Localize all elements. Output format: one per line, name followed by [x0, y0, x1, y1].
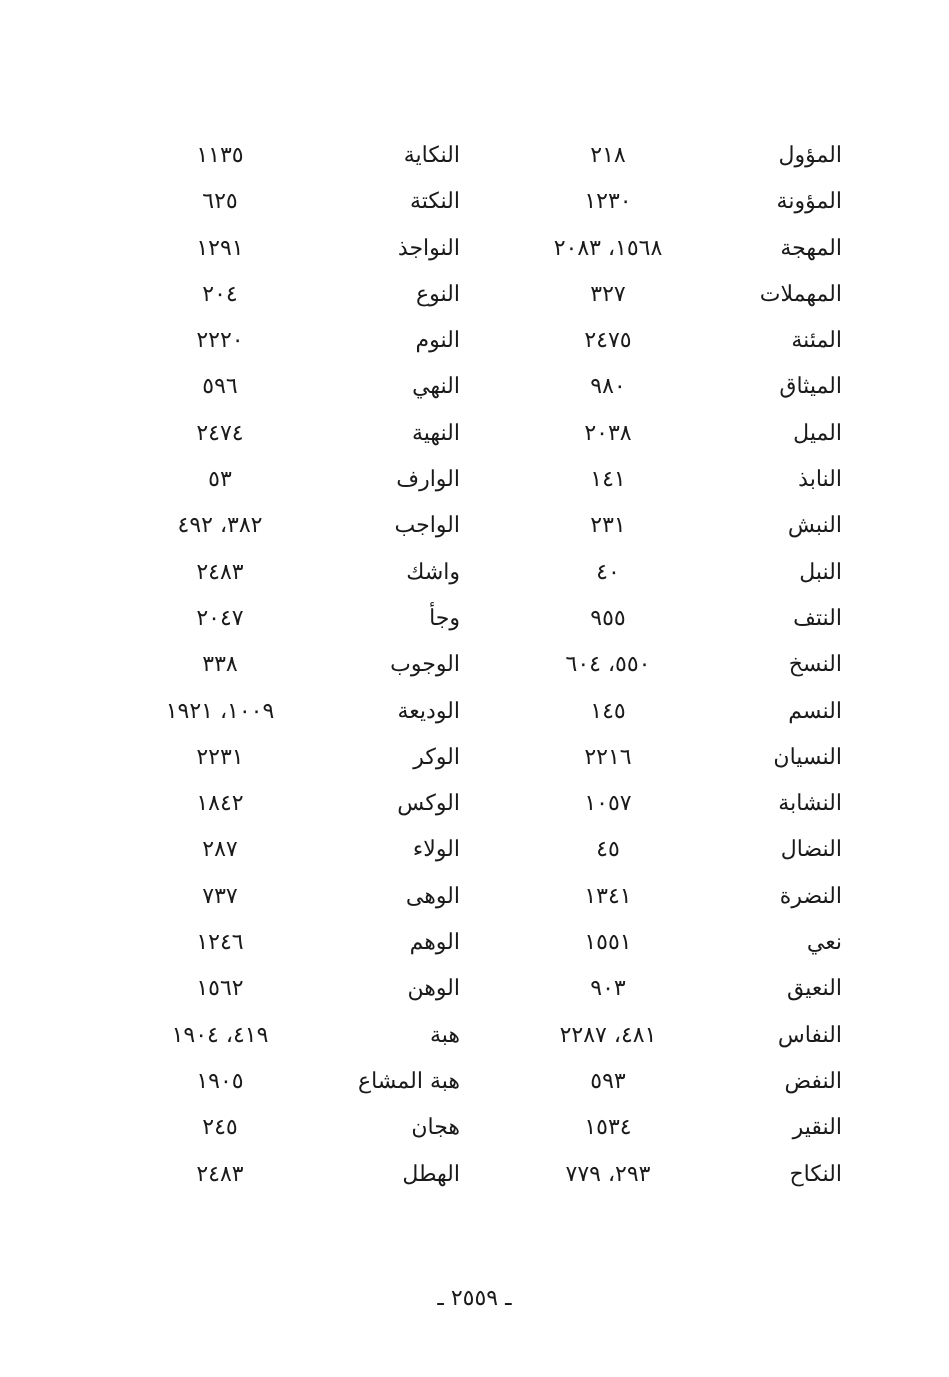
right-term: النفاس: [777, 1022, 842, 1048]
left-term: النوع: [416, 281, 460, 307]
left-pages: ٢٠٤٧: [196, 605, 244, 631]
left-pages: ٣٣٨: [202, 652, 238, 678]
index-row: [150, 550, 850, 596]
index-row: [150, 272, 850, 318]
left-term: الوهن: [407, 976, 460, 1002]
left-pages: ٢٨٧: [202, 837, 238, 863]
right-pages: ٩٥٥: [590, 605, 626, 631]
right-pages: ٢١٨: [590, 143, 626, 168]
left-pages: ٧٣٧: [202, 883, 238, 909]
left-term: النهية: [411, 420, 460, 446]
right-term: الميثاق: [779, 374, 842, 400]
index-row: [150, 735, 850, 781]
right-pages: ٤٠: [596, 559, 620, 585]
right-term: النقير: [792, 1115, 842, 1141]
index-row: [150, 781, 850, 827]
index-row: [150, 503, 850, 549]
index-row: [150, 827, 850, 873]
right-term: النضال: [780, 837, 842, 863]
index-row: [150, 642, 850, 688]
right-term: النسيان: [773, 744, 842, 770]
left-term: الوهم: [409, 930, 460, 956]
left-pages: ٢٤٨٣: [196, 1161, 244, 1187]
left-term: الوديعة: [397, 698, 460, 724]
right-pages: ٤٨١، ٢٢٨٧: [559, 1022, 657, 1048]
right-pages: ٣٢٧: [590, 281, 626, 307]
right-pages: ٩٨٠: [590, 374, 626, 400]
index-row: [150, 179, 850, 225]
right-pages: ١٤١: [590, 467, 626, 493]
left-term: الوكس: [397, 791, 460, 817]
left-pages: ١٢٩١: [196, 235, 244, 261]
left-term: النواجذ: [397, 235, 460, 261]
right-term: المؤونة: [776, 189, 842, 215]
index-table: [150, 133, 850, 1198]
right-pages: ١٣٤١: [584, 883, 632, 909]
right-term: المهملات: [759, 281, 842, 307]
left-pages: ١٢٤٦: [196, 930, 244, 956]
index-row: [150, 1152, 850, 1198]
right-pages: ١٢٣٠: [584, 189, 632, 215]
left-pages: ٥٣: [208, 467, 232, 493]
right-pages: ١٤٥: [590, 698, 626, 724]
right-pages: ٢٠٣٨: [584, 420, 632, 446]
right-term: النكاح: [789, 1161, 842, 1187]
right-pages: ١٠٥٧: [584, 791, 632, 817]
left-pages: ٣٨٢، ٤٩٢: [177, 513, 263, 539]
right-pages: ٥٥٠، ٦٠٤: [565, 652, 651, 678]
right-pages: ١٥٥١: [584, 930, 632, 956]
right-term: المئنة: [791, 328, 842, 354]
right-term: المؤول: [778, 143, 842, 168]
right-term: النتف: [793, 605, 842, 631]
left-term: واشك: [406, 559, 460, 585]
index-row: [150, 457, 850, 503]
right-term: النضرة: [779, 883, 842, 909]
left-term: وجأ: [429, 605, 460, 631]
right-pages: ٢٣١: [590, 513, 626, 539]
left-pages: ٥٩٦: [202, 374, 238, 400]
left-pages: ١٠٠٩، ١٩٢١: [165, 698, 275, 724]
right-term: المهجة: [780, 235, 842, 261]
left-pages: ١١٣٥: [196, 143, 244, 168]
right-term: نعي: [806, 930, 842, 956]
left-pages: ٢٤٥: [202, 1115, 238, 1141]
index-row: [150, 318, 850, 364]
right-pages: ٢٩٣، ٧٧٩: [565, 1161, 651, 1187]
right-term: الميل: [793, 420, 842, 446]
left-pages: ١٨٤٢: [196, 791, 244, 817]
left-term: الولاء: [412, 837, 460, 863]
left-term: الوهى: [405, 883, 460, 909]
right-pages: ٩٠٣: [590, 976, 626, 1002]
index-row: [150, 1013, 850, 1059]
left-term: النوم: [415, 328, 460, 354]
page-number: ـ ٢٥٥٩ ـ: [437, 1286, 512, 1311]
index-row: [150, 226, 850, 272]
left-term: النهي: [412, 374, 460, 400]
right-term: النبل: [799, 559, 842, 585]
index-row: [150, 874, 850, 920]
left-pages: ٢٢٢٠: [196, 328, 244, 354]
left-pages: ١٩٠٥: [196, 1068, 244, 1094]
index-row: [150, 966, 850, 1012]
index-row: [150, 364, 850, 410]
right-pages: ١٥٣٤: [584, 1115, 632, 1141]
left-pages: ٢٤٧٤: [196, 420, 244, 446]
left-term: الوكر: [413, 744, 460, 770]
left-term: هجان: [411, 1115, 460, 1141]
right-term: النشابة: [778, 791, 842, 817]
left-pages: ٢٠٤: [202, 281, 238, 307]
left-pages: ٤١٩، ١٩٠٤: [171, 1022, 269, 1048]
left-pages: ١٥٦٢: [196, 976, 244, 1002]
right-term: النسخ: [788, 652, 842, 678]
index-row: [150, 1105, 850, 1151]
left-term: هبة المشاع: [357, 1068, 460, 1094]
index-row: [150, 689, 850, 735]
left-term: هبة: [429, 1022, 460, 1048]
index-row: [150, 920, 850, 966]
right-term: النعيق: [786, 976, 842, 1002]
right-term: النفض: [784, 1068, 842, 1094]
left-pages: ٢٤٨٣: [196, 559, 244, 585]
index-row: [150, 411, 850, 457]
left-pages: ٢٢٣١: [196, 744, 244, 770]
right-pages: ١٥٦٨، ٢٠٨٣: [553, 235, 663, 261]
right-term: النسم: [788, 698, 842, 724]
right-term: النابذ: [798, 467, 842, 493]
left-term: النكاية: [403, 143, 460, 168]
left-term: الواجب: [394, 513, 460, 539]
right-pages: ٢٤٧٥: [584, 328, 632, 354]
index-row: [150, 133, 850, 179]
left-term: النكتة: [409, 189, 460, 215]
index-row: [150, 596, 850, 642]
index-row: [150, 1059, 850, 1105]
right-term: النبش: [787, 513, 842, 539]
left-pages: ٦٢٥: [202, 189, 238, 215]
right-pages: ٢٢١٦: [584, 744, 632, 770]
right-pages: ٤٥: [596, 837, 620, 863]
left-term: الوارف: [396, 467, 460, 493]
right-pages: ٥٩٣: [590, 1068, 626, 1094]
left-term: الهطل: [402, 1161, 460, 1187]
left-term: الوجوب: [390, 652, 460, 678]
